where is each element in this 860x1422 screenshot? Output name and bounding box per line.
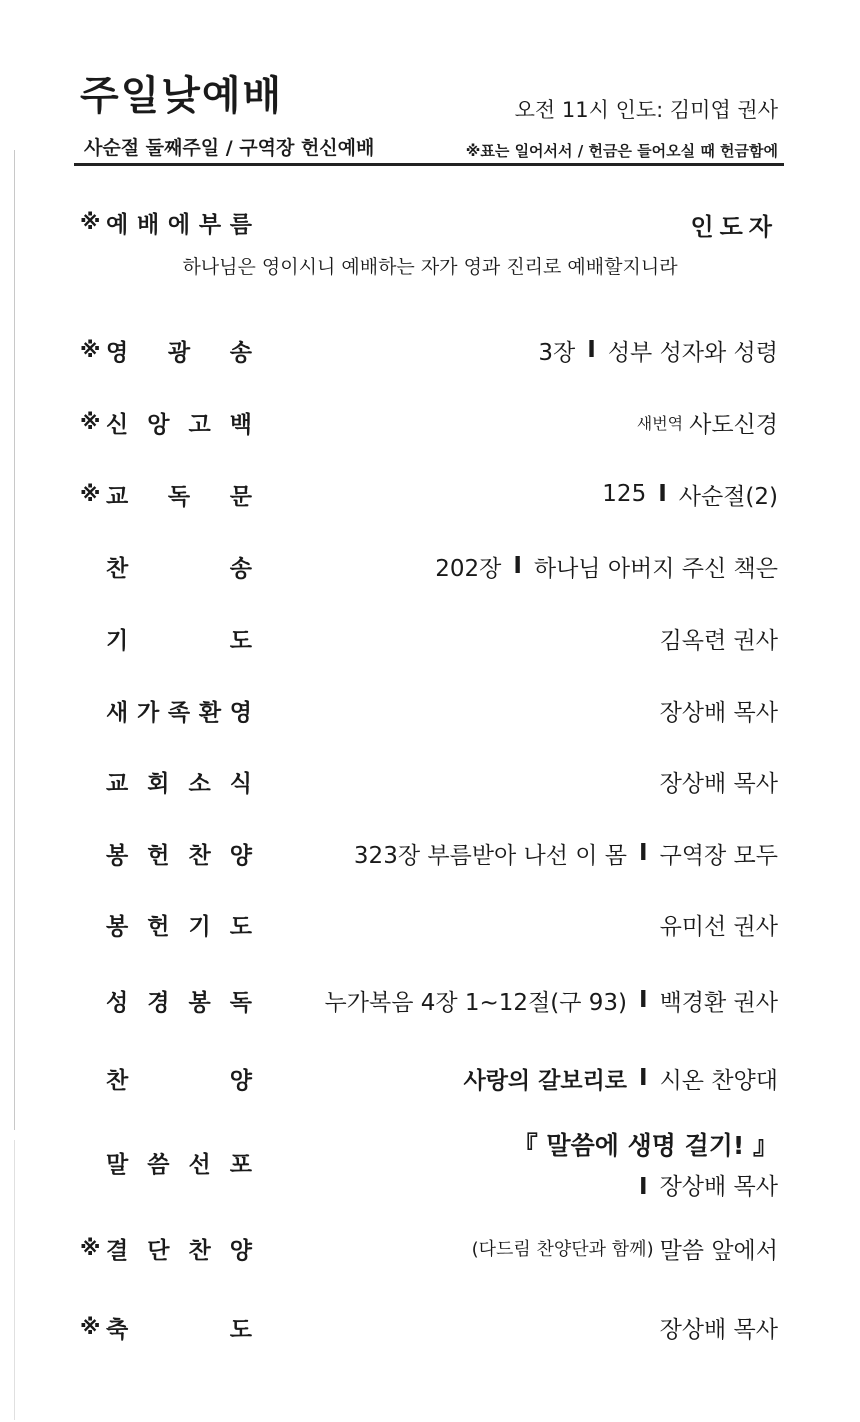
label-char: 영 xyxy=(229,699,252,726)
label-char: 앙 xyxy=(147,411,170,438)
value-prefix: (다드림 찬양단과 함께) xyxy=(471,1239,654,1260)
standing-mark: ※ xyxy=(80,410,101,434)
order-label xyxy=(80,1228,252,1268)
label-char: 부 xyxy=(198,211,222,238)
label-char: 광 xyxy=(167,339,191,366)
label-char: 찬 xyxy=(106,555,129,582)
order-label xyxy=(80,761,252,801)
sermon-preacher: 장상배 목사 xyxy=(659,1174,778,1200)
value-main: 125 xyxy=(602,481,647,507)
separator-bar: I xyxy=(639,840,648,866)
label-char: 봉 xyxy=(106,842,129,869)
order-row-benediction xyxy=(80,1307,778,1347)
value-main: 사도신경 xyxy=(689,411,778,438)
label-char: 씀 xyxy=(147,1151,170,1178)
value-rest: 사순절(2) xyxy=(678,483,778,510)
label-char: 새 xyxy=(106,699,129,726)
order-value xyxy=(660,1307,778,1347)
order-value xyxy=(660,618,778,658)
value-rest: 구역장 모두 xyxy=(659,842,778,869)
order-value xyxy=(660,761,778,801)
order-row xyxy=(80,330,778,370)
separator-bar: I xyxy=(639,1065,648,1091)
order-value xyxy=(463,1058,778,1098)
standing-mark: ※ xyxy=(80,482,101,506)
label-char: 식 xyxy=(229,770,252,797)
value-main: 323장 부름받아 나선 이 몸 xyxy=(353,842,628,869)
label-char: 고 xyxy=(188,411,211,438)
order-label xyxy=(80,1142,252,1182)
label-char: 가 xyxy=(136,699,160,726)
order-value xyxy=(602,474,778,514)
label-char: 헌 xyxy=(147,913,170,940)
order-row xyxy=(80,402,778,442)
order-label xyxy=(80,1307,252,1347)
order-value xyxy=(325,980,778,1020)
order-label xyxy=(80,980,252,1020)
order-value xyxy=(472,1228,778,1268)
order-label xyxy=(80,618,252,658)
value-main: 말씀 앞에서 xyxy=(659,1237,778,1264)
scripture-verse: 하나님은 영이시니 예배하는 자가 영과 진리로 예배할지니라 xyxy=(182,256,678,278)
label-char: 백 xyxy=(229,411,252,438)
value-main: 장상배 목사 xyxy=(659,770,778,797)
header-divider xyxy=(74,163,784,166)
label-char: 송 xyxy=(229,555,252,582)
order-row-call-to-worship xyxy=(80,202,778,242)
order-label xyxy=(80,904,252,944)
value-rest: 백경환 권사 xyxy=(659,989,778,1016)
order-label xyxy=(80,546,252,586)
separator-bar: I xyxy=(639,1174,648,1200)
label-char: 소 xyxy=(188,770,211,797)
label-char: 신 xyxy=(106,411,129,438)
label-char: 문 xyxy=(229,483,252,510)
label-char: 양 xyxy=(229,842,252,869)
label-char: 찬 xyxy=(188,1237,211,1264)
label-char: 배 xyxy=(136,211,160,238)
value-rest: 성부 성자와 성령 xyxy=(607,339,778,366)
label-char: 족 xyxy=(167,699,191,726)
order-value xyxy=(538,330,778,370)
label-char: 독 xyxy=(167,483,191,510)
order-row xyxy=(80,690,778,730)
order-value xyxy=(660,690,778,730)
page-title: 주일낮예배 xyxy=(80,73,284,119)
label-char: 결 xyxy=(106,1237,129,1264)
label-char: 성 xyxy=(106,989,129,1016)
order-value xyxy=(435,546,778,586)
label-char: 포 xyxy=(229,1151,252,1178)
label-char: 선 xyxy=(188,1151,211,1178)
label-char: 단 xyxy=(147,1237,170,1264)
service-time-info: 오전 11시 인도: 김미엽 권사 xyxy=(514,98,778,122)
order-label xyxy=(80,474,252,514)
standing-mark: ※ xyxy=(80,1236,101,1260)
value-rest: 하나님 아버지 주신 책은 xyxy=(533,555,778,582)
order-label xyxy=(80,202,252,242)
order-row xyxy=(80,833,778,873)
label-char: 경 xyxy=(147,989,170,1016)
label-char: 도 xyxy=(229,627,252,654)
value-main: 3장 xyxy=(538,339,576,366)
separator-bar: I xyxy=(658,481,667,507)
label-char: 에 xyxy=(167,211,191,238)
label-char: 영 xyxy=(106,339,129,366)
value-main: 장상배 목사 xyxy=(659,699,778,726)
sermon-title: 『 말씀에 생명 걸기! 』 xyxy=(512,1131,778,1160)
label-char: 기 xyxy=(188,913,211,940)
standing-mark: ※ xyxy=(80,210,101,234)
order-value xyxy=(660,904,778,944)
value-main: 202장 xyxy=(435,555,502,582)
value-prefix: 새번역 xyxy=(636,413,684,433)
label-char: 독 xyxy=(229,989,252,1016)
label-char: 환 xyxy=(198,699,222,726)
worship-leader: 인도자 xyxy=(690,213,778,241)
value-main: 유미선 권사 xyxy=(659,913,778,940)
label-char: 도 xyxy=(229,913,252,940)
standing-mark: ※ xyxy=(80,1315,101,1339)
value-main: 누가복음 4장 1~12절(구 93) xyxy=(324,989,628,1016)
label-char: 기 xyxy=(106,627,129,654)
label-char: 찬 xyxy=(188,842,211,869)
label-char: 교 xyxy=(106,483,129,510)
order-label xyxy=(80,402,252,442)
value-rest: 시온 찬양대 xyxy=(659,1067,778,1094)
value-main: 장상배 목사 xyxy=(659,1316,778,1343)
label-char: 송 xyxy=(229,339,252,366)
order-value xyxy=(354,833,778,873)
label-char: 양 xyxy=(229,1237,252,1264)
service-subtitle: 사순절 둘째주일 / 구역장 헌신예배 xyxy=(84,137,375,159)
order-row xyxy=(80,474,778,514)
label-char: 봉 xyxy=(188,989,211,1016)
order-row xyxy=(80,761,778,801)
label-char: 양 xyxy=(229,1067,252,1094)
label-char: 말 xyxy=(106,1151,129,1178)
label-char: 교 xyxy=(106,770,129,797)
page-edge-line xyxy=(14,1140,15,1420)
label-char: 름 xyxy=(229,211,252,238)
value-main: 김옥련 권사 xyxy=(659,627,778,654)
order-row xyxy=(80,1058,778,1098)
label-char: 찬 xyxy=(106,1067,129,1094)
label-char: 헌 xyxy=(147,842,170,869)
separator-bar: I xyxy=(639,987,648,1013)
standing-offering-note: ※표는 일어서서 / 헌금은 들어오실 때 헌금함에 xyxy=(465,142,778,160)
label-char: 봉 xyxy=(106,913,129,940)
order-value xyxy=(637,402,778,442)
standing-mark: ※ xyxy=(80,338,101,362)
sermon-preacher-line xyxy=(627,1168,778,1201)
order-label xyxy=(80,690,252,730)
order-row xyxy=(80,904,778,944)
order-row xyxy=(80,980,778,1020)
order-label xyxy=(80,1058,252,1098)
order-row xyxy=(80,546,778,586)
order-label xyxy=(80,833,252,873)
separator-bar: I xyxy=(513,553,522,579)
label-char: 도 xyxy=(229,1316,252,1343)
label-char: 회 xyxy=(147,770,170,797)
page-edge-line xyxy=(14,150,15,1130)
separator-bar: I xyxy=(587,337,596,363)
value-main: 사랑의 갈보리로 xyxy=(463,1067,628,1094)
order-row-closing-hymn xyxy=(80,1228,778,1268)
label-char: 축 xyxy=(106,1316,129,1343)
label-char: 예 xyxy=(106,211,129,238)
order-row xyxy=(80,618,778,658)
order-label xyxy=(80,330,252,370)
